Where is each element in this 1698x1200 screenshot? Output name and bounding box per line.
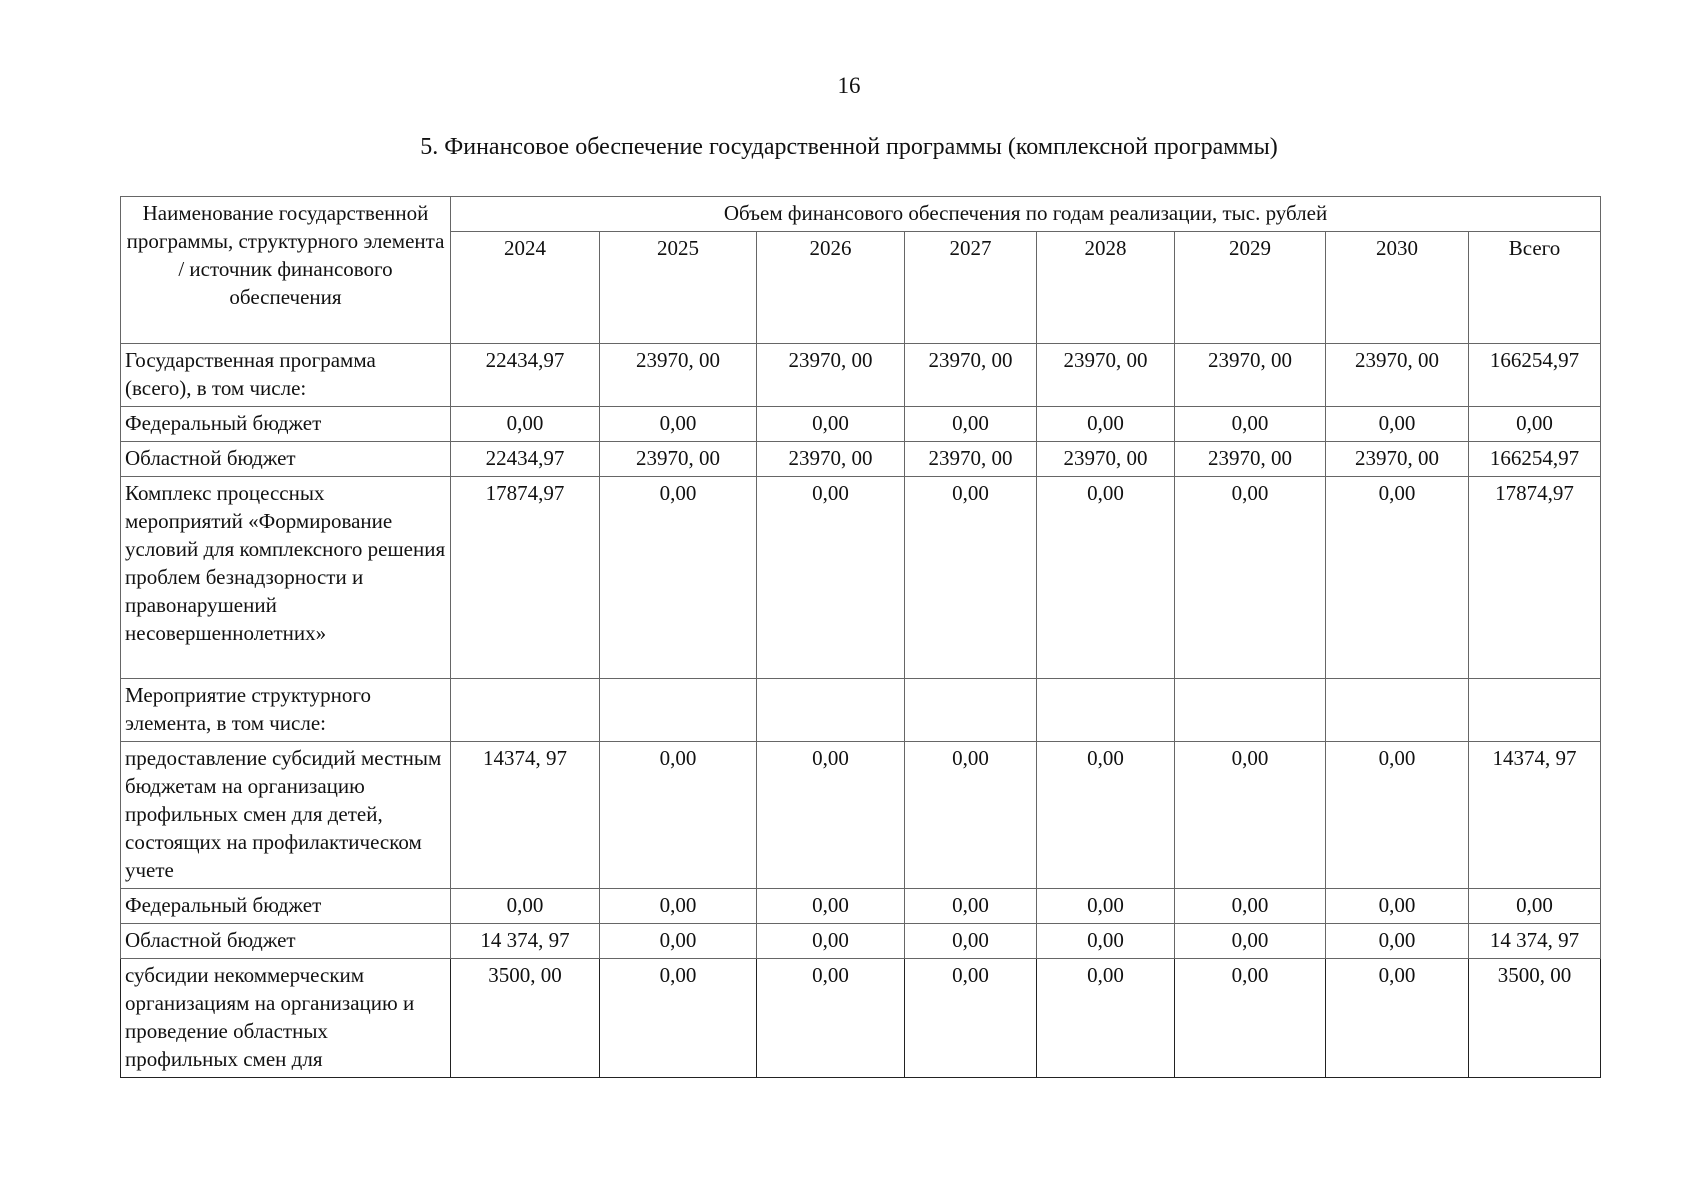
value-cell: 0,00 xyxy=(451,407,600,442)
value-cell: 0,00 xyxy=(600,959,757,1078)
value-cell: 166254,97 xyxy=(1469,344,1601,407)
table-row xyxy=(121,924,1601,959)
value-cell: 0,00 xyxy=(600,742,757,889)
value-cell: 22434,97 xyxy=(451,442,600,477)
value-cell xyxy=(1469,679,1601,742)
column-header-year: 2028 xyxy=(1037,232,1175,344)
column-header-year: 2029 xyxy=(1175,232,1326,344)
value-cell: 0,00 xyxy=(1326,407,1469,442)
value-cell: 0,00 xyxy=(1326,959,1469,1078)
value-cell: 0,00 xyxy=(757,407,905,442)
value-cell: 3500, 00 xyxy=(451,959,600,1078)
row-name-cell: Государственная программа (всего), в том числе: xyxy=(121,344,451,407)
value-cell: 14374, 97 xyxy=(451,742,600,889)
value-cell: 23970, 00 xyxy=(1175,442,1326,477)
value-cell: 0,00 xyxy=(1175,407,1326,442)
financing-table xyxy=(120,196,1601,1078)
value-cell: 0,00 xyxy=(1469,407,1601,442)
row-name-cell: Мероприятие структурного элемента, в том числе: xyxy=(121,679,451,742)
value-cell: 0,00 xyxy=(1037,407,1175,442)
value-cell: 0,00 xyxy=(905,889,1037,924)
value-cell: 0,00 xyxy=(600,477,757,679)
row-name-cell: Федеральный бюджет xyxy=(121,407,451,442)
value-cell: 0,00 xyxy=(1037,889,1175,924)
value-cell: 23970, 00 xyxy=(905,344,1037,407)
value-cell: 0,00 xyxy=(1175,959,1326,1078)
table-row xyxy=(121,407,1601,442)
value-cell: 23970, 00 xyxy=(1037,344,1175,407)
value-cell: 0,00 xyxy=(757,742,905,889)
table-row xyxy=(121,679,1601,742)
value-cell: 0,00 xyxy=(1037,924,1175,959)
value-cell xyxy=(1326,679,1469,742)
value-cell: 0,00 xyxy=(1175,742,1326,889)
value-cell: 0,00 xyxy=(905,477,1037,679)
value-cell: 0,00 xyxy=(1326,924,1469,959)
value-cell: 0,00 xyxy=(600,924,757,959)
value-cell: 0,00 xyxy=(905,407,1037,442)
value-cell: 0,00 xyxy=(905,959,1037,1078)
value-cell: 0,00 xyxy=(757,889,905,924)
value-cell: 166254,97 xyxy=(1469,442,1601,477)
table-row xyxy=(121,442,1601,477)
value-cell: 0,00 xyxy=(1175,924,1326,959)
value-cell xyxy=(905,679,1037,742)
column-header-total: Всего xyxy=(1469,232,1601,344)
value-cell: 0,00 xyxy=(757,477,905,679)
value-cell: 0,00 xyxy=(1326,742,1469,889)
value-cell: 0,00 xyxy=(1469,889,1601,924)
value-cell: 0,00 xyxy=(1175,477,1326,679)
column-group-header: Объем финансового обеспечения по годам реализации, тыс. рублей xyxy=(451,197,1601,232)
row-name-cell: Комплекс процессных мероприятий «Формирование условий для комплексного решения проблем безнадзорности и правонарушений несовершеннолетних» xyxy=(121,477,451,679)
row-name-cell: Областной бюджет xyxy=(121,442,451,477)
value-cell: 23970, 00 xyxy=(600,442,757,477)
table-body xyxy=(121,344,1601,1078)
value-cell: 14 374, 97 xyxy=(1469,924,1601,959)
value-cell: 0,00 xyxy=(1326,477,1469,679)
value-cell: 3500, 00 xyxy=(1469,959,1601,1078)
value-cell: 14 374, 97 xyxy=(451,924,600,959)
value-cell xyxy=(600,679,757,742)
value-cell: 23970, 00 xyxy=(757,442,905,477)
value-cell: 0,00 xyxy=(905,924,1037,959)
value-cell: 23970, 00 xyxy=(1326,442,1469,477)
value-cell: 23970, 00 xyxy=(757,344,905,407)
value-cell: 23970, 00 xyxy=(905,442,1037,477)
value-cell: 0,00 xyxy=(600,407,757,442)
value-cell: 0,00 xyxy=(1037,742,1175,889)
value-cell xyxy=(1175,679,1326,742)
value-cell: 0,00 xyxy=(905,742,1037,889)
value-cell: 22434,97 xyxy=(451,344,600,407)
value-cell xyxy=(1037,679,1175,742)
row-name-cell: предоставление субсидий местным бюджетам на организацию профильных смен для детей, состоящих на профилактическом учете xyxy=(121,742,451,889)
section-title: 5. Финансовое обеспечение государственной программы (комплексной программы) xyxy=(420,134,1278,160)
column-header-year: 2025 xyxy=(600,232,757,344)
value-cell: 0,00 xyxy=(757,924,905,959)
value-cell: 0,00 xyxy=(1037,959,1175,1078)
value-cell: 0,00 xyxy=(1037,477,1175,679)
row-name-cell: субсидии некоммерческим организациям на организацию и проведение областных профильных смен для xyxy=(121,959,451,1078)
value-cell: 23970, 00 xyxy=(1037,442,1175,477)
table-row xyxy=(121,742,1601,889)
column-header-name: Наименование государственной программы, структурного элемента / источник финансового обеспечения xyxy=(121,197,451,344)
value-cell: 0,00 xyxy=(757,959,905,1078)
page-number-text: 16 xyxy=(837,73,861,98)
value-cell: 0,00 xyxy=(451,889,600,924)
column-header-year: 2024 xyxy=(451,232,600,344)
table-row xyxy=(121,344,1601,407)
row-name-cell: Областной бюджет xyxy=(121,924,451,959)
column-header-year: 2027 xyxy=(905,232,1037,344)
value-cell: 0,00 xyxy=(1175,889,1326,924)
table-row xyxy=(121,477,1601,679)
value-cell: 0,00 xyxy=(600,889,757,924)
page-number xyxy=(0,73,1698,99)
value-cell: 14374, 97 xyxy=(1469,742,1601,889)
value-cell: 17874,97 xyxy=(1469,477,1601,679)
value-cell: 17874,97 xyxy=(451,477,600,679)
column-header-year: 2026 xyxy=(757,232,905,344)
value-cell xyxy=(757,679,905,742)
value-cell: 23970, 00 xyxy=(600,344,757,407)
row-name-cell: Федеральный бюджет xyxy=(121,889,451,924)
value-cell: 0,00 xyxy=(1326,889,1469,924)
value-cell xyxy=(451,679,600,742)
value-cell: 23970, 00 xyxy=(1326,344,1469,407)
table-row xyxy=(121,959,1601,1078)
table-row xyxy=(121,889,1601,924)
column-header-year: 2030 xyxy=(1326,232,1469,344)
value-cell: 23970, 00 xyxy=(1175,344,1326,407)
